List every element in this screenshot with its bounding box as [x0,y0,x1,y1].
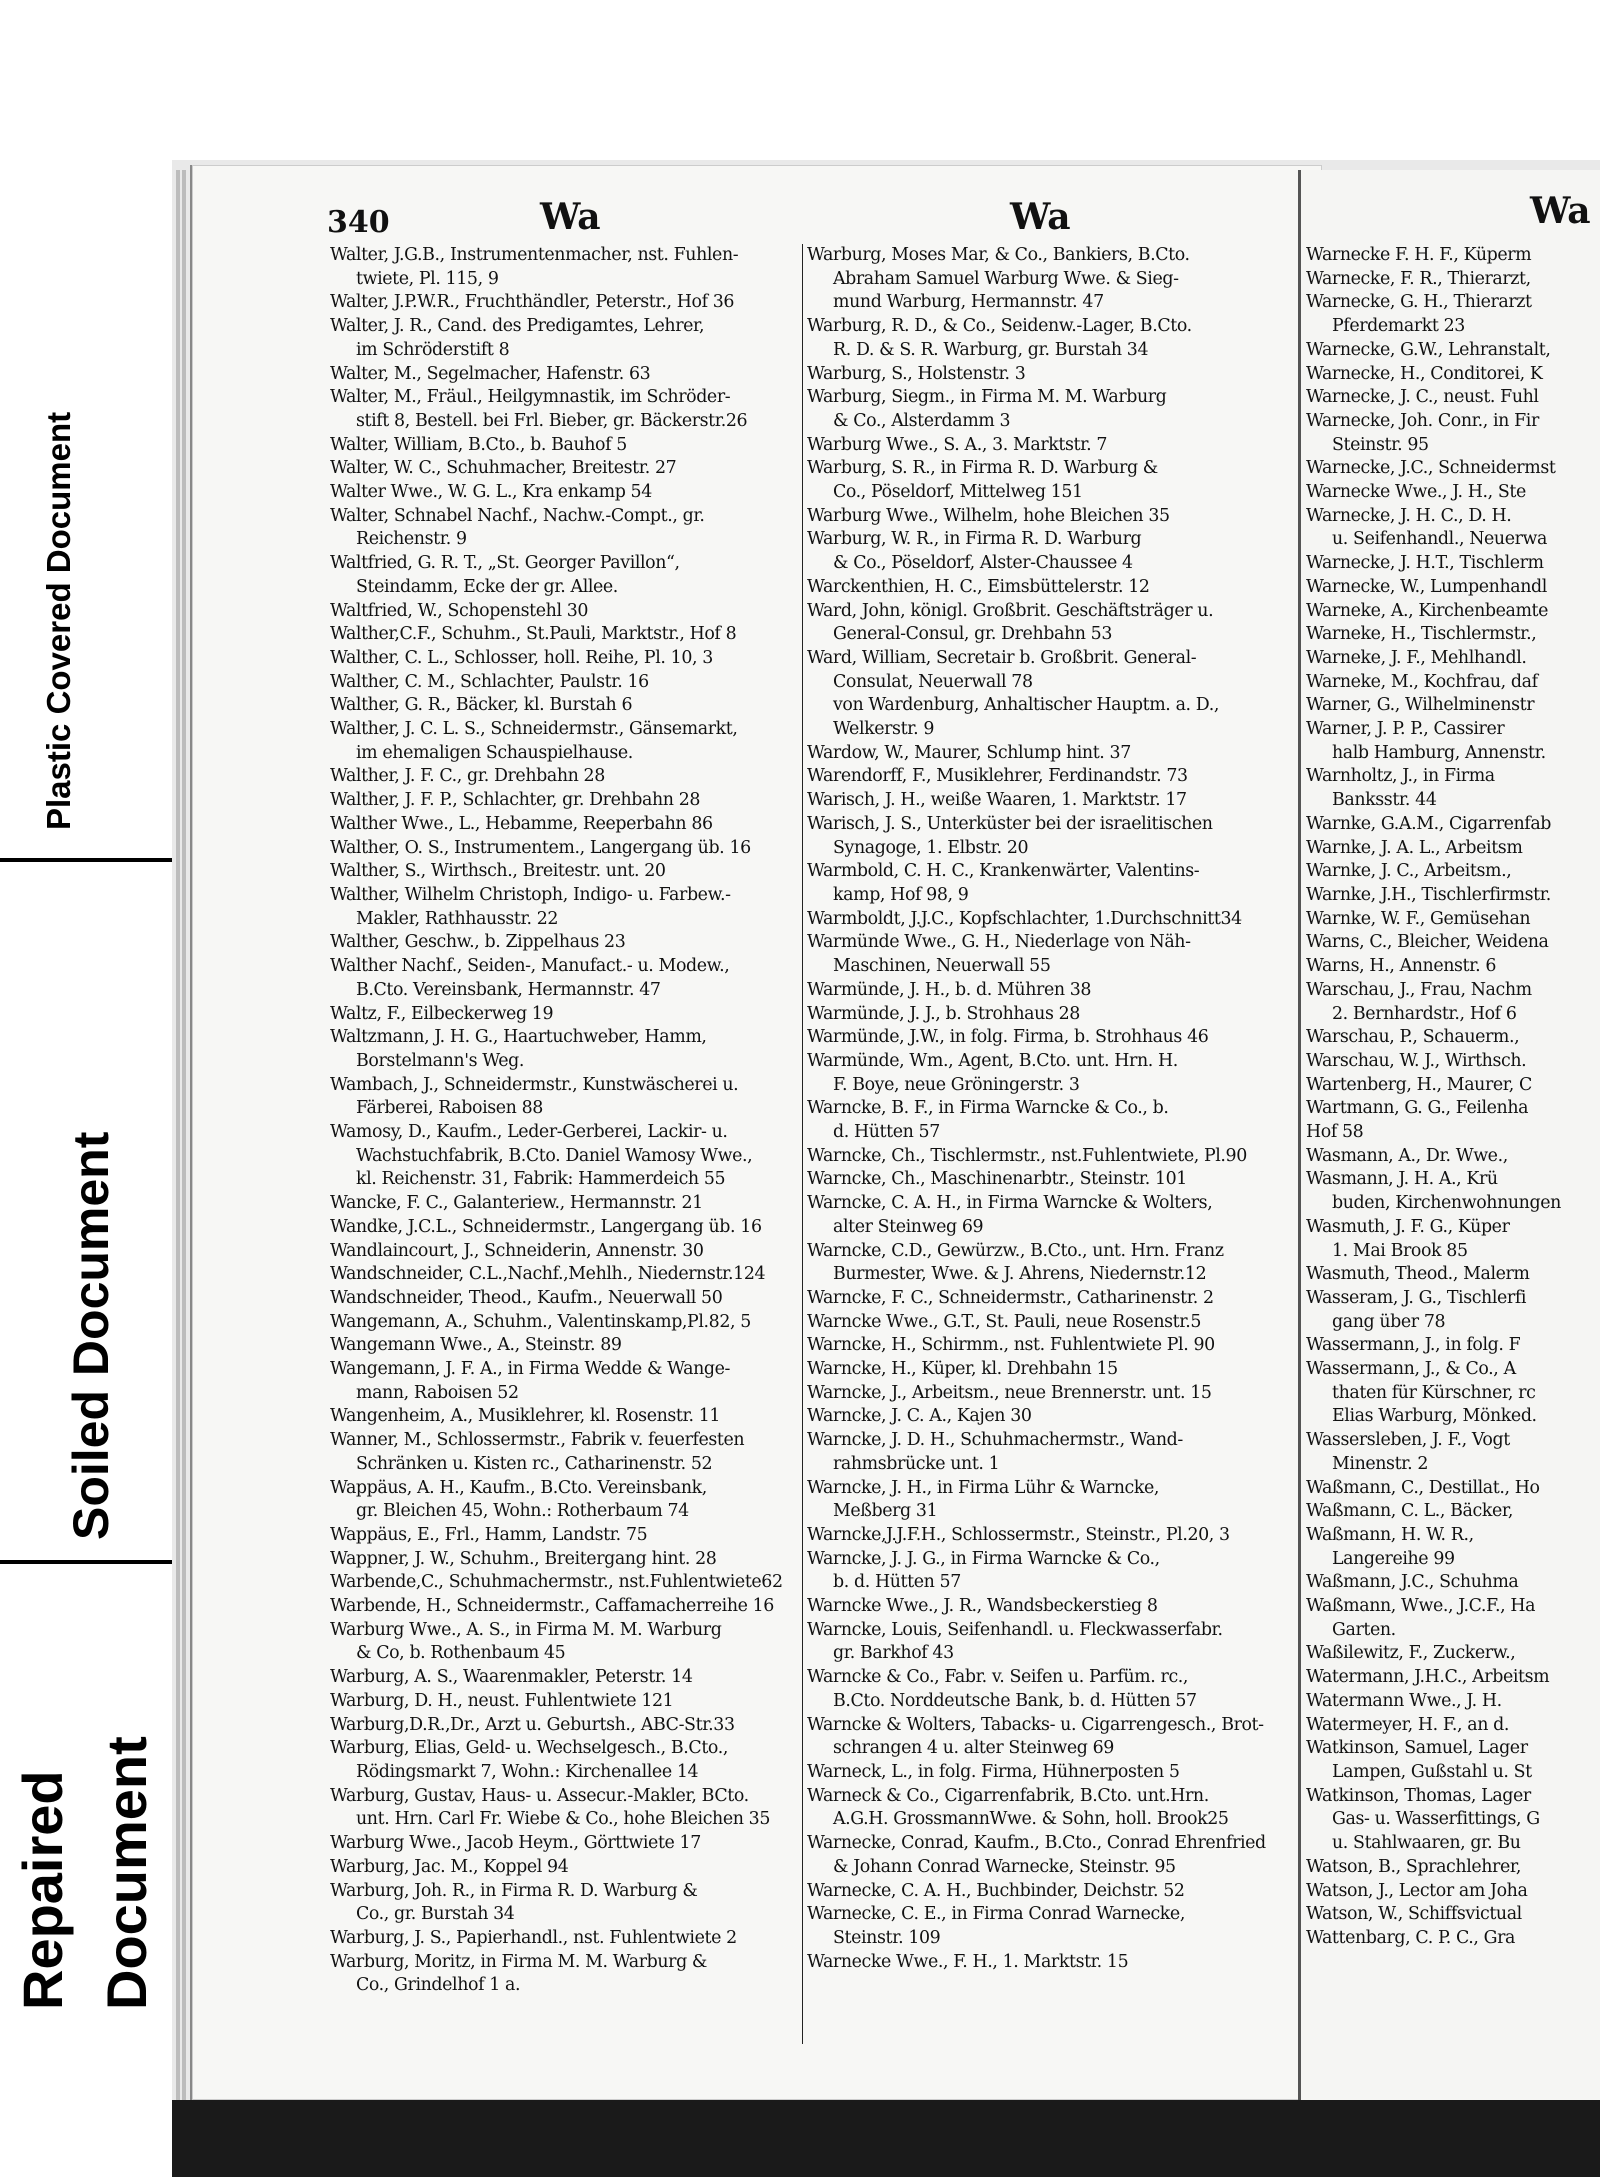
directory-entry-line: Warburg, Siegm., in Firma M. M. Warburg [807,387,1167,408]
directory-entry-line: Waßmann, J.C., Schuhma [1306,1572,1519,1593]
directory-entry-line: Warburg, W. R., in Firma R. D. Warburg [807,529,1142,550]
directory-entry-line: Warmbold, C. H. C., Krankenwärter, Valentins- [807,861,1200,882]
directory-entry-line: Warschau, P., Schauerm., [1306,1027,1520,1048]
directory-entry-line: Walther, G. R., Bäcker, kl. Burstah 6 [330,695,633,716]
plastic-covered-label: Plastic Covered Document [40,411,77,830]
scan-bottom-bar [172,2100,1600,2177]
directory-entry-line: Walter, W. C., Schuhmacher, Breitestr. 27 [330,458,677,479]
directory-entry-line: Warendorff, F., Musiklehrer, Ferdinandstr. 73 [807,766,1188,787]
directory-entry-line: Wassersleben, J. F., Vogt [1306,1430,1510,1451]
directory-entry-line: Warschau, J., Frau, Nachm [1306,979,1532,1000]
directory-entry-line: Wartmann, G. G., Feilenha [1306,1098,1529,1119]
directory-entry-line: Walter, M., Fräul., Heilgymnastik, im Schröder- [330,387,731,408]
directory-entry-line: Lampen, Gußstahl u. St [1332,1762,1532,1782]
directory-entry-line: Warbende, H., Schneidermstr., Caffamacherreihe 16 [330,1596,774,1617]
directory-entry-line: Steinstr. 95 [1332,434,1429,455]
directory-entry-line: Warncke, H., Schirmm., nst. Fuhlentwiete Pl. 90 [807,1335,1215,1356]
directory-entry-line: Wandlaincourt, J., Schneiderin, Annenstr. 30 [330,1240,704,1261]
directory-entry-line: Warneke, H., Tischlermstr., [1306,624,1537,645]
directory-entry-line: Warckenthien, H. C., Eimsbüttelerstr. 12 [807,576,1150,597]
directory-entry-line: Wangenheim, A., Musiklehrer, kl. Rosenstr. 11 [330,1406,721,1427]
directory-entry-line: halb Hamburg, Annenstr. [1332,742,1546,763]
directory-entry-line: Warburg, Joh. R., in Firma R. D. Warburg & [330,1880,698,1901]
directory-entry-line: Wasseram, J. G., Tischlerfi [1306,1287,1527,1308]
directory-entry-line: d. Hütten 57 [833,1122,940,1143]
directory-entry-line: Waßmann, C. L., Bäcker, [1306,1501,1513,1522]
directory-entry-line: Walther,C.F., Schuhm., St.Pauli, Marktstr., Hof 8 [330,624,737,645]
directory-entry-line: Pferdemarkt 23 [1332,316,1465,337]
directory-entry-line: Walther, O. S., Instrumentem., Langergang üb. 16 [330,837,751,858]
directory-entry-line: Wartenberg, H., Maurer, C [1306,1074,1532,1095]
directory-entry-line: Warmünde Wwe., G. H., Niederlage von Näh- [807,932,1191,953]
directory-entry-line: Burmester, Wwe. & J. Ahrens, Niedernstr.12 [833,1264,1207,1285]
directory-entry-line: Waßmann, H. W. R., [1306,1524,1474,1545]
directory-entry-line: Wappäus, A. H., Kaufm., B.Cto. Vereinsbank, [330,1477,707,1498]
page-stack-edge [176,170,180,2100]
directory-entry-line: Warncke, Ch., Maschinenarbtr., Steinstr. 101 [807,1169,1187,1190]
headword-right: Wa [1010,196,1071,238]
directory-entry-line: Wamosy, D., Kaufm., Leder-Gerberei, Lackir- u. [330,1122,728,1143]
directory-entry-line: Warburg, Moritz, in Firma M. M. Warburg & [330,1951,708,1972]
directory-entry-line: Warnecke, J. H. C., D. H. [1306,505,1512,526]
directory-entry-line: Warneke, M., Kochfrau, daf [1306,671,1538,692]
directory-entry-line: Warnecke, Joh. Conr., in Fir [1306,410,1539,431]
directory-entry-line: Walther, J. F. C., gr. Drehbahn 28 [330,766,605,787]
directory-entry-line: Warnke, J. C., Arbeitsm., [1306,861,1512,882]
directory-entry-line: Warburg, Gustav, Haus- u. Assecur.-Makler, BCto. [330,1785,749,1806]
directory-entry-line: Wassermann, J., in folg. F [1306,1335,1521,1356]
directory-entry-line: im ehemaligen Schauspielhause. [356,742,633,763]
directory-entry-line: Warmünde, J.W., in folg. Firma, b. Strohhaus 46 [807,1027,1209,1048]
label-strip [0,0,172,2177]
directory-entry-line: 2. Bernhardstr., Hof 6 [1332,1003,1517,1024]
directory-entry-line: Wassermann, J., & Co., A [1306,1359,1516,1380]
directory-entry-line: Warburg Wwe., A. S., in Firma M. M. Warburg [330,1619,722,1640]
directory-entry-line: Watermann Wwe., J. H. [1306,1690,1502,1711]
page-stack-edge [182,170,186,2100]
directory-entry-line: Waßmann, C., Destillat., Ho [1306,1477,1540,1498]
directory-entry-line: Wangemann, A., Schuhm., Valentinskamp,Pl.82, 5 [330,1311,751,1332]
directory-entry-line: Warnecke F. H. F., Küperm [1306,245,1532,265]
headword-next: Wa [1530,190,1591,232]
directory-entry-line: Warncke Wwe., J. R., Wandsbeckerstieg 8 [807,1596,1158,1617]
directory-entry-line: Warnecke, Conrad, Kaufm., B.Cto., Conrad Ehrenfried [807,1833,1266,1854]
directory-entry-line: Synagoge, 1. Elbstr. 20 [833,837,1029,858]
directory-entry-line: Schränken u. Kisten rc., Catharinenstr. 52 [356,1453,713,1474]
directory-entry-line: Co., Grindelhof 1 a. [356,1975,521,1996]
directory-entry-line: Wanner, M., Schlossermstr., Fabrik v. feuerfesten [330,1430,745,1451]
directory-entry-line: Wasmuth, J. F. G., Küper [1306,1216,1510,1237]
directory-entry-line: Warburg Wwe., Jacob Heym., Görttwiete 17 [330,1833,701,1854]
directory-entry-line: Wardow, W., Maurer, Schlump hint. 37 [807,742,1131,763]
directory-entry-line: Ward, John, königl. Großbrit. Geschäftsträger u. [807,600,1214,621]
directory-entry-line: Ward, William, Secretair b. Großbrit. General- [807,647,1197,668]
directory-entry-line: Warburg Wwe., Wilhelm, hohe Bleichen 35 [807,505,1170,526]
directory-entry-line: Wappäus, E., Frl., Hamm, Landstr. 75 [330,1524,648,1545]
directory-entry-line: Walther, Wilhelm Christoph, Indigo- u. Farbew.- [330,884,731,905]
directory-entry-line: Warmünde, J. H., b. d. Mühren 38 [807,979,1092,1000]
directory-entry-line: thaten für Kürschner, rc [1332,1382,1536,1403]
directory-entry-line: Warncke Wwe., G.T., St. Pauli, neue Rosenstr.5 [807,1311,1202,1332]
directory-entry-line: Gas- u. Wasserfittings, G [1332,1809,1540,1830]
directory-entry-line: kl. Reichenstr. 31, Fabrik: Hammerdeich 55 [356,1169,726,1190]
directory-entry-line: twiete, Pl. 115, 9 [356,268,499,289]
directory-entry-line: & Co., Pöseldorf, Alster-Chaussee 4 [833,553,1133,574]
directory-entry-line: Wangemann, J. F. A., in Firma Wedde & Wange- [330,1359,730,1380]
directory-entry-line: Warncke & Wolters, Tabacks- u. Cigarrengesch., Brot- [807,1714,1264,1735]
directory-entry-line: Warneke, A., Kirchenbeamte [1306,600,1549,621]
directory-entry-line: Warschau, W. J., Wirthsch. [1306,1050,1527,1071]
directory-entry-line: Waltfried, W., Schopenstehl 30 [330,600,589,621]
directory-entry-line: Warburg Wwe., S. A., 3. Marktstr. 7 [807,434,1108,455]
directory-entry-line: Abraham Samuel Warburg Wwe. & Sieg- [833,268,1179,289]
directory-entry-line: Walter, M., Segelmacher, Hafenstr. 63 [330,363,651,384]
directory-entry-line: & Johann Conrad Warnecke, Steinstr. 95 [833,1856,1176,1877]
directory-entry-line: Warneke, J. F., Mehlhandl. [1306,647,1527,668]
directory-entry-line: gr. Bleichen 45, Wohn.: Rotherbaum 74 [356,1501,689,1522]
directory-entry-line: Watkinson, Thomas, Lager [1306,1785,1531,1806]
directory-entry-line: Waßmann, Wwe., J.C.F., Ha [1306,1596,1536,1617]
directory-entry-line: Warncke, J. J. G., in Firma Warncke & Co., [807,1548,1160,1569]
directory-entry-line: Warnecke, H., Conditorei, K [1306,363,1543,384]
directory-entry-line: Warburg, A. S., Waarenmakler, Peterstr. 14 [330,1667,693,1688]
repaired-document-label-line1: Repaired [11,1770,74,2010]
directory-entry-line: Warisch, J. H., weiße Waaren, 1. Marktstr. 17 [807,790,1187,811]
directory-entry-line: Wattenbarg, C. P. C., Gra [1306,1927,1516,1948]
column-next-page [1306,244,1600,1951]
directory-entry-line: Warburg, Jac. M., Koppel 94 [330,1856,569,1877]
directory-entry-line: Watson, J., Lector am Joha [1306,1880,1528,1901]
directory-entry-line: General-Consul, gr. Drehbahn 53 [833,624,1113,645]
directory-entry-line: 1. Mai Brook 85 [1332,1240,1468,1261]
directory-entry-line: Minenstr. 2 [1332,1453,1429,1474]
directory-entry-line: Waltzmann, J. H. G., Haartuchweber, Hamm, [330,1027,707,1048]
directory-entry-line: Warneck, L., in folg. Firma, Hühnerposten 5 [807,1762,1180,1782]
directory-entry-line: Warncke, Louis, Seifenhandl. u. Fleckwasserfabr. [807,1619,1223,1640]
directory-entry-line: Warncke, J., Arbeitsm., neue Brennerstr. unt. 15 [807,1382,1212,1403]
directory-entry-line: Welkerstr. 9 [833,719,935,740]
directory-entry-line: Warnke, G.A.M., Cigarrenfab [1306,813,1552,834]
directory-entry-line: Warncke, H., Küper, kl. Drehbahn 15 [807,1359,1118,1380]
directory-entry-line: Warburg, J. S., Papierhandl., nst. Fuhlentwiete 2 [330,1927,737,1948]
directory-entry-line: Warncke, C. A. H., in Firma Warncke & Wolters, [807,1193,1213,1214]
directory-entry-line: Langereihe 99 [1332,1548,1455,1569]
directory-entry-line: Warncke & Co., Fabr. v. Seifen u. Parfüm. rc., [807,1667,1189,1688]
directory-entry-line: Walter, J. R., Cand. des Predigamtes, Lehrer, [330,316,705,337]
directory-entry-line: im Schröderstift 8 [356,339,510,360]
directory-entry-line: Steindamm, Ecke der gr. Allee. [356,576,618,597]
directory-entry-line: Walter Wwe., W. G. L., Kra enkamp 54 [330,482,652,503]
directory-entry-line: Wachstuchfabrik, B.Cto. Daniel Wamosy Wwe., [356,1145,753,1166]
directory-entry-line: Meßberg 31 [833,1501,938,1522]
directory-entry-line: Wandschneider, Theod., Kaufm., Neuerwall 50 [330,1287,723,1308]
directory-entry-line: Reichenstr. 9 [356,529,467,550]
headword-left: Wa [540,196,601,238]
directory-entry-line: Consulat, Neuerwall 78 [833,671,1033,692]
directory-entry-line: Banksstr. 44 [1332,790,1437,811]
directory-entry-line: Warnke, J. A. L., Arbeitsm [1306,837,1523,858]
directory-entry-line: Warisch, J. S., Unterküster bei der israelitischen [807,813,1213,834]
repaired-document-label-line2: Document [95,1736,158,2010]
directory-entry-line: Warnecke, F. R., Thierarzt, [1306,268,1531,289]
directory-entry-line: Warnecke, J. C., neust. Fuhl [1306,387,1539,408]
directory-entry-line: Warns, C., Bleicher, Weidena [1306,932,1549,953]
directory-entry-line: Warnecke, G.W., Lehranstalt, [1306,339,1551,360]
directory-entry-line: Wangemann Wwe., A., Steinstr. 89 [330,1335,622,1356]
directory-entry-line: Warburg,D.R.,Dr., Arzt u. Geburtsh., ABC-Str.33 [330,1714,735,1735]
directory-entry-line: Wasmuth, Theod., Malerm [1306,1264,1530,1285]
directory-entry-line: Warncke, J. C. A., Kajen 30 [807,1406,1032,1427]
directory-entry-line: Warburg, Elias, Geld- u. Wechselgesch., B.Cto., [330,1738,728,1759]
directory-entry-line: Watkinson, Samuel, Lager [1306,1738,1528,1759]
directory-entry-line: A.G.H. GrossmannWwe. & Sohn, holl. Brook25 [833,1809,1229,1830]
directory-entry-line: Warmboldt, J.J.C., Kopfschlachter, 1.Durchschnitt34 [807,908,1242,929]
directory-entry-line: Steinstr. 109 [833,1927,941,1948]
directory-entry-line: Wambach, J., Schneidermstr., Kunstwäscherei u. [330,1074,739,1095]
directory-entry-line: Co., gr. Burstah 34 [356,1904,515,1925]
directory-entry-line: kamp, Hof 98, 9 [833,884,969,905]
directory-entry-line: Wasmann, J. H. A., Krü [1306,1169,1498,1190]
soiled-document-label: Soiled Document [63,1131,119,1540]
directory-entry-line: Walther, J. F. P., Schlachter, gr. Drehbahn 28 [330,790,701,811]
directory-entry-line: Warbende,C., Schuhmachermstr., nst.Fuhlentwiete62 [330,1572,783,1593]
directory-entry-line: B.Cto. Norddeutsche Bank, b. d. Hütten 57 [833,1690,1197,1711]
directory-entry-line: F. Boye, neue Gröningerstr. 3 [833,1074,1080,1095]
directory-entry-line: Warnecke, J.C., Schneidermst [1306,458,1556,479]
directory-entry-line: Waltfried, G. R. T., „St. Georger Pavillon“, [330,553,680,574]
directory-entry-line: stift 8, Bestell. bei Frl. Bieber, gr. Bäckerstr.26 [356,410,748,431]
directory-entry-line: Walther, S., Wirthsch., Breitestr. unt. 20 [330,861,666,882]
label-divider [0,858,172,862]
directory-entry-line: Watson, B., Sprachlehrer, [1306,1856,1521,1877]
directory-entry-line: Co., Pöseldorf, Mittelweg 151 [833,482,1083,503]
directory-entry-line: Walther, C. L., Schlosser, holl. Reihe, Pl. 10, 3 [330,647,713,668]
directory-entry-line: Warneck & Co., Cigarrenfabrik, B.Cto. unt.Hrn. [807,1785,1209,1806]
directory-entry-line: gr. Barkhof 43 [833,1643,954,1664]
directory-entry-line: Warnke, W. F., Gemüsehan [1306,908,1531,929]
directory-entry-line: Wandschneider, C.L.,Nachf.,Mehlh., Niedernstr.124 [330,1264,766,1285]
directory-entry-line: Elias Warburg, Mönked. [1332,1406,1537,1427]
directory-entry-line: Warner, J. P. P., Cassirer [1306,719,1505,740]
directory-entry-line: rahmsbrücke unt. 1 [833,1453,1000,1474]
directory-entry-line: Watermeyer, H. F., an d. [1306,1714,1509,1735]
directory-entry-line: Warncke, F. C., Schneidermstr., Catharinenstr. 2 [807,1287,1214,1308]
directory-entry-line: Waltz, F., Eilbeckerweg 19 [330,1003,554,1024]
directory-entry-line: von Wardenburg, Anhaltischer Hauptm. a. D., [833,695,1219,716]
directory-entry-line: alter Steinweg 69 [833,1216,984,1237]
directory-entry-line: Warnholtz, J., in Firma [1306,766,1495,787]
directory-entry-line: u. Seifenhandl., Neuerwa [1332,529,1547,550]
directory-entry-line: Warns, H., Annenstr. 6 [1306,956,1497,977]
directory-entry-line: Warburg, S., Holstenstr. 3 [807,363,1026,384]
directory-entry-line: mann, Raboisen 52 [356,1382,519,1403]
directory-entry-line: u. Stahlwaaren, gr. Bu [1332,1833,1521,1854]
directory-entry-line: Warnke, J.H., Tischlerfirmstr. [1306,884,1551,905]
directory-entry-line: Hof 58 [1306,1122,1364,1143]
directory-entry-line: Wappner, J. W., Schuhm., Breitergang hint. 28 [330,1548,717,1569]
directory-entry-line: Warburg, Moses Mar, & Co., Bankiers, B.Cto. [807,245,1190,265]
directory-entry-line: Warnecke, W., Lumpenhandl [1306,576,1547,597]
directory-entry-line: Warncke, B. F., in Firma Warncke & Co., b. [807,1098,1169,1119]
directory-entry-line: Watson, W., Schiffsvictual [1306,1904,1522,1925]
directory-entry-line: Walther, C. M., Schlachter, Paulstr. 16 [330,671,649,692]
directory-entry-line: Wandke, J.C.L., Schneidermstr., Langergang üb. 16 [330,1216,762,1237]
directory-entry-line: Warnecke, C. E., in Firma Conrad Warnecke, [807,1904,1185,1925]
directory-entry-line: Maschinen, Neuerwall 55 [833,956,1051,977]
directory-entry-line: R. D. & S. R. Warburg, gr. Burstah 34 [833,339,1149,360]
directory-entry-line: Walter, Schnabel Nachf., Nachw.-Compt., gr. [330,505,705,526]
directory-entry-line: & Co, b. Rothenbaum 45 [356,1643,566,1664]
directory-entry-line: Waßilewitz, F., Zuckerw., [1306,1643,1516,1664]
directory-entry-line: Warnecke, J. H.T., Tischlerm [1306,553,1544,574]
directory-entry-line: Warnecke, G. H., Thierarzt [1306,292,1532,313]
directory-entry-line: Warnecke, C. A. H., Buchbinder, Deichstr. 52 [807,1880,1185,1901]
directory-entry-line: Watermann, J.H.C., Arbeitsm [1306,1667,1550,1688]
directory-entry-line: Warncke, J. H., in Firma Lühr & Warncke, [807,1477,1160,1498]
directory-entry-line: Warburg, R. D., & Co., Seidenw.-Lager, B.Cto. [807,316,1192,337]
directory-entry-line: Walther Wwe., L., Hebamme, Reeperbahn 86 [330,813,713,834]
directory-entry-line: Garten. [1332,1619,1396,1640]
directory-entry-line: mund Warburg, Hermannstr. 47 [833,292,1104,313]
directory-entry-line: Warmünde, Wm., Agent, B.Cto. unt. Hrn. H. [807,1050,1178,1071]
directory-entry-line: Warnecke Wwe., F. H., 1. Marktstr. 15 [807,1951,1129,1972]
directory-entry-line: Walter, William, B.Cto., b. Bauhof 5 [330,434,627,455]
directory-entry-line: Borstelmann's Weg. [356,1050,525,1071]
directory-entry-line: Warburg, S. R., in Firma R. D. Warburg & [807,458,1158,479]
column-right [807,244,1277,1974]
directory-entry-line: Makler, Rathhausstr. 22 [356,908,559,929]
directory-entry-line: B.Cto. Vereinsbank, Hermannstr. 47 [356,979,661,1000]
label-divider [0,1560,172,1564]
directory-entry-line: Walter, J.P.W.R., Fruchthändler, Peterstr., Hof 36 [330,292,735,313]
directory-entry-line: Warncke, J. D. H., Schuhmachermstr., Wand- [807,1430,1183,1451]
directory-entry-line: Warmünde, J. J., b. Strohhaus 28 [807,1003,1080,1024]
directory-entry-line: unt. Hrn. Carl Fr. Wiebe & Co., hohe Bleichen 35 [356,1809,770,1830]
directory-entry-line: Warncke,J.J.F.H., Schlossermstr., Steinstr., Pl.20, 3 [807,1524,1230,1545]
directory-entry-line: gang über 78 [1332,1311,1446,1332]
directory-entry-line: Warner, G., Wilhelminenstr [1306,695,1535,716]
directory-entry-line: & Co., Alsterdamm 3 [833,410,1011,431]
directory-entry-line: Walther Nachf., Seiden-, Manufact.- u. Modew., [330,956,730,977]
column-rule [802,244,803,2044]
directory-entry-line: Walther, Geschw., b. Zippelhaus 23 [330,932,626,953]
directory-entry-line: Warnecke Wwe., J. H., Ste [1306,482,1526,503]
directory-entry-line: schrangen 4 u. alter Steinweg 69 [833,1738,1114,1759]
directory-entry-line: Färberei, Raboisen 88 [356,1098,543,1119]
directory-entry-line: Warburg, D. H., neust. Fuhlentwiete 121 [330,1690,674,1711]
directory-entry-line: Walther, J. C. L. S., Schneidermstr., Gänsemarkt, [330,719,738,740]
directory-entry-line: Wasmann, A., Dr. Wwe., [1306,1145,1508,1166]
directory-entry-line: Wancke, F. C., Galanteriew., Hermannstr. 21 [330,1193,703,1214]
directory-entry-line: Warncke, C.D., Gewürzw., B.Cto., unt. Hrn. Franz [807,1240,1224,1261]
directory-entry-line: buden, Kirchenwohnungen [1332,1193,1561,1214]
directory-entry-line: Walter, J.G.B., Instrumentenmacher, nst. Fuhlen- [330,245,739,265]
page-number: 340 [327,205,390,240]
directory-entry-line: b. d. Hütten 57 [833,1572,961,1593]
directory-entry-line: Warncke, Ch., Tischlermstr., nst.Fuhlentwiete, Pl.90 [807,1145,1247,1166]
directory-entry-line: Rödingsmarkt 7, Wohn.: Kirchenallee 14 [356,1762,699,1782]
column-left [330,244,800,1998]
